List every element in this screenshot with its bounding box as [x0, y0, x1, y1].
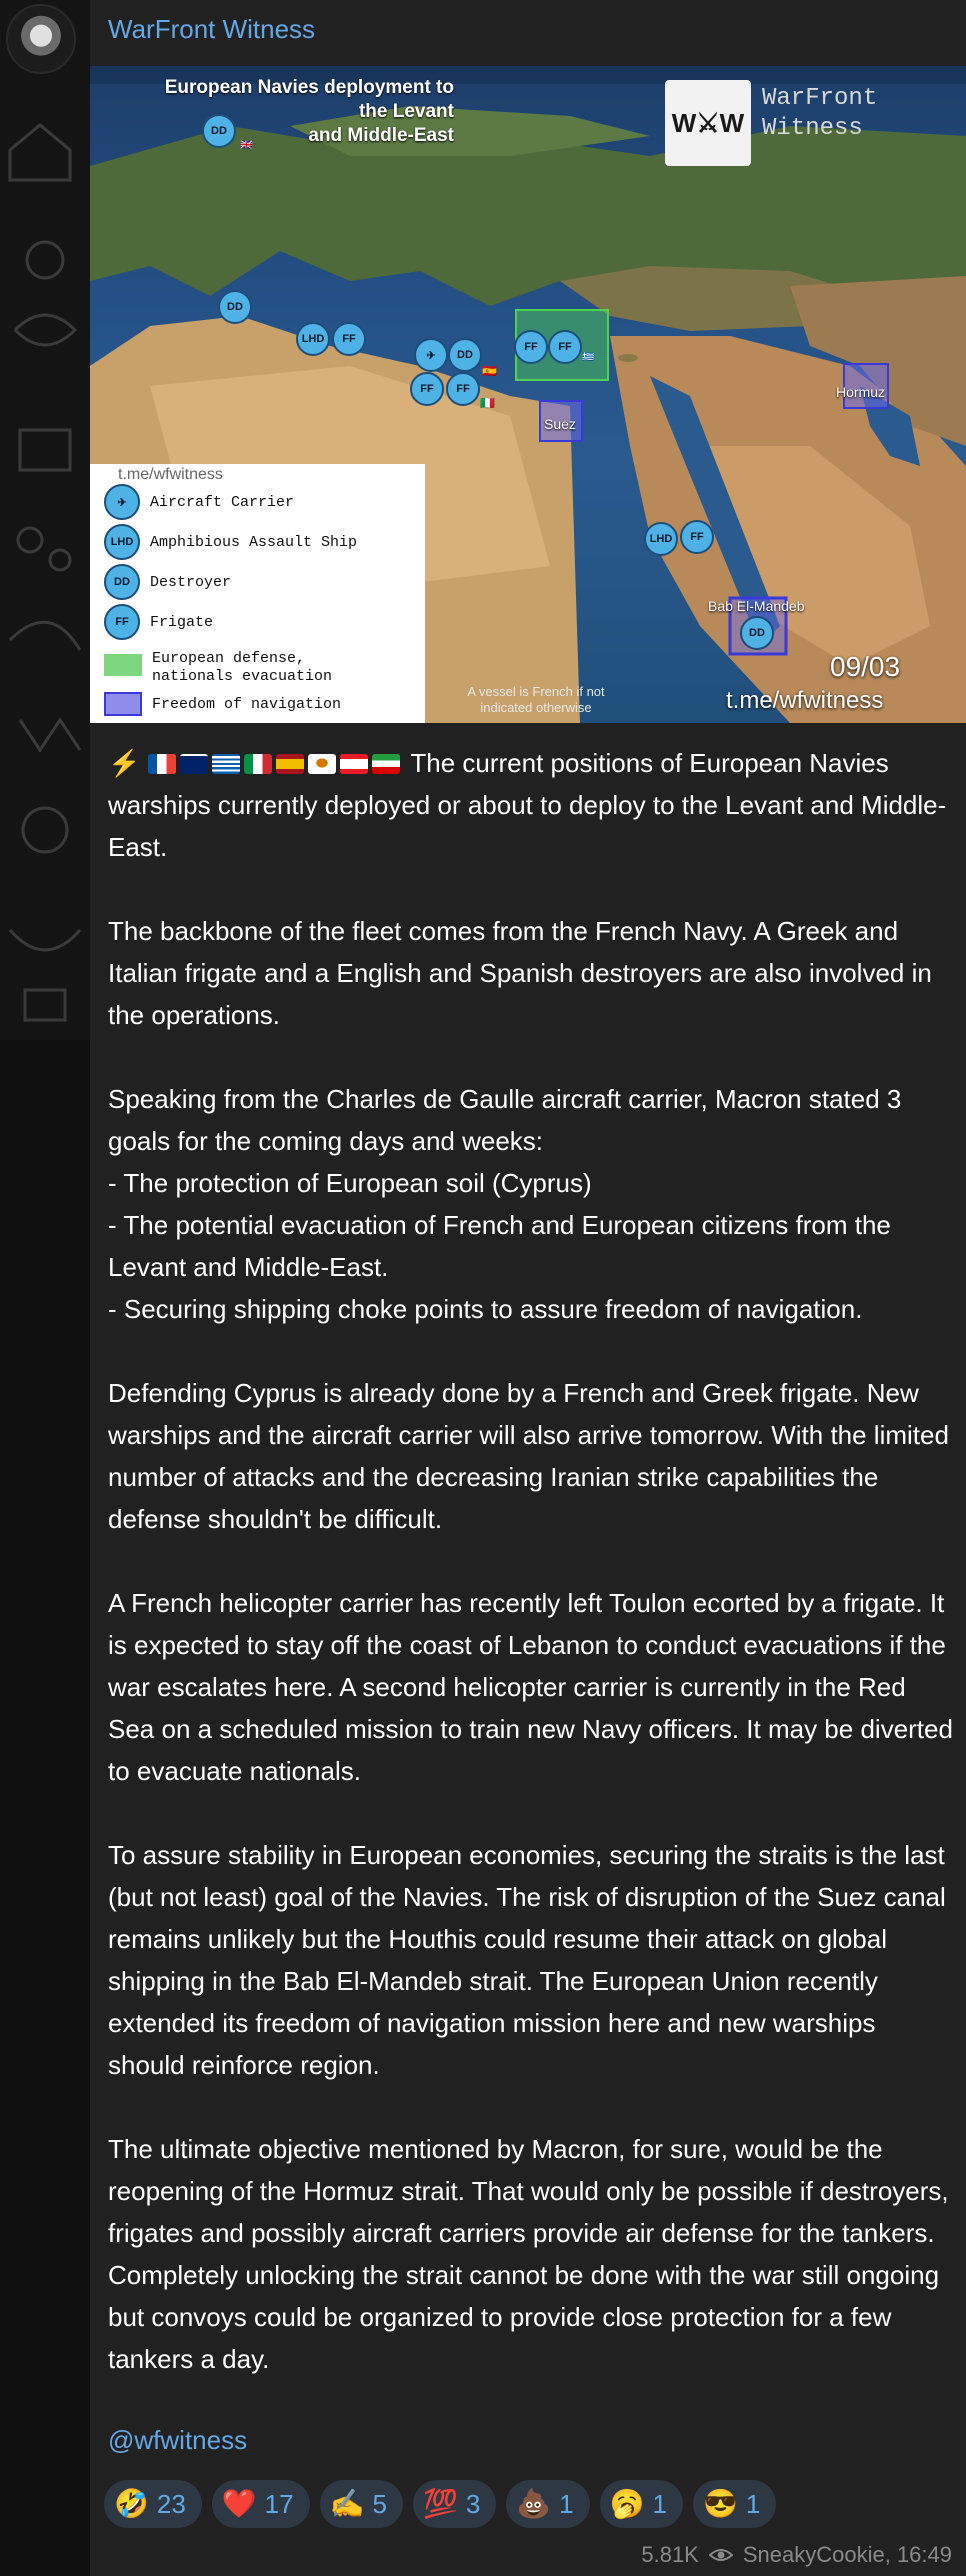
badge-destroyer-bab[interactable]: DD [740, 616, 774, 650]
label-bab-el-mandeb: Bab El-Mandeb [708, 598, 805, 614]
legend-ff-icon: FF [104, 604, 140, 640]
post-paragraph-4: Defending Cyprus is already done by a French and Greek frigate. New warships and the aircraft carrier will also arrive tomorrow. With the limited number of attacks and the decreasing Iranian strike capabilities the defense shouldn't be difficult. [108, 1378, 957, 1534]
spain-flag-icon [276, 754, 304, 774]
lebanon-flag-icon [340, 754, 368, 774]
legend-aircraft-carrier [104, 484, 294, 520]
badge-frigate-cyprus-2[interactable]: FF [548, 330, 582, 364]
post-paragraph-5: A French helicopter carrier has recently left Toulon ecorted by a frigate. It is expected to stay off the coast of Lebanon to conduct evacuations if the war escalates here. A second helicopter carrier is currently in the Red Sea on a scheduled mission to train new Navy officers. It may be diverted to evacuate nationals. [108, 1588, 961, 1786]
post-paragraph-7: The ultimate objective mentioned by Macron, for sure, would be the reopening of the Hormuz strait. That would only be possible if destroyers, frigates and possibly aircraft carriers provide air defense for the tankers. Completely unlocking the strait cannot be done with the war still ongoing but convoys could be organized to provide close protection for a few tankers a day. [108, 2134, 956, 2374]
legend-label: Aircraft Carrier [150, 493, 295, 511]
badge-lhd-red-sea[interactable]: LHD [644, 522, 678, 556]
reaction-yawn[interactable] [600, 2480, 683, 2528]
badge-destroyer-uk[interactable]: DD [202, 114, 236, 148]
map-title [154, 76, 454, 148]
map-legend [90, 464, 425, 723]
legend-label: Freedom of navigation [152, 695, 342, 713]
legend-label: Destroyer [150, 573, 232, 591]
legend-label: European defense, [152, 650, 306, 667]
greece-flag-icon: 🇬🇷 [582, 352, 595, 363]
message-bubble [90, 0, 966, 2576]
label-hormuz: Hormuz [836, 384, 886, 400]
legend-label: nationals evacuation [152, 668, 333, 685]
watermark-text [762, 84, 877, 144]
watermark-line2: Witness [762, 115, 863, 142]
uk-flag-icon [180, 754, 208, 774]
author-and-time: SneakyCookie, 16:49 [742, 2542, 952, 2567]
legend-navigation [104, 692, 341, 716]
watermark-logo: W⚔W [665, 80, 751, 166]
reaction-count: 3 [465, 2488, 481, 2519]
reaction-hundred[interactable] [413, 2480, 496, 2528]
badge-destroyer-central[interactable]: DD [448, 338, 482, 372]
channel-handle-link[interactable]: @wfwitness [108, 2425, 248, 2455]
message-meta [641, 2542, 952, 2568]
reaction-writing-hand[interactable] [320, 2480, 403, 2528]
reaction-count: 17 [264, 2488, 294, 2519]
reaction-cool[interactable] [693, 2480, 776, 2528]
reaction-count: 1 [652, 2488, 667, 2519]
badge-lhd-med[interactable]: LHD [296, 322, 330, 356]
post-text [108, 742, 961, 2380]
post-paragraph-1: The current positions of European Navies warships currently deployed or about to deploy to the Levant and Middle-East. [108, 748, 947, 862]
lightning-icon: ⚡ [108, 748, 141, 778]
badge-aircraft-carrier[interactable]: ✈ [414, 338, 448, 372]
reaction-rofl[interactable] [104, 2480, 202, 2528]
wallpaper-doodles [0, 0, 90, 1040]
reaction-count: 1 [745, 2488, 761, 2519]
badge-frigate-red-sea[interactable]: FF [680, 520, 714, 554]
badge-frigate-cyprus-1[interactable]: FF [514, 330, 548, 364]
reaction-heart[interactable] [212, 2480, 310, 2528]
legend-defense-swatch [104, 654, 142, 676]
map-title-line1: European Navies deployment to the Levant [164, 77, 454, 122]
map-note-line1: A vessel is French if not [467, 684, 605, 699]
legend-defense [104, 650, 332, 686]
yawn-icon: 🥱 [609, 2488, 645, 2519]
iran-flag-icon [372, 754, 400, 774]
eye-icon [709, 2547, 733, 2563]
greece-flag-icon [212, 754, 240, 774]
legend-dd-icon: DD [104, 564, 140, 600]
reaction-count: 1 [559, 2488, 574, 2519]
rofl-icon: 🤣 [114, 2488, 149, 2519]
cyprus-flag-icon [308, 754, 336, 774]
view-count: 5.81K [641, 2542, 699, 2567]
map-title-line2: and Middle-East [308, 125, 454, 146]
italy-flag-icon [244, 754, 272, 774]
legend-frigate [104, 604, 213, 640]
italy-flag-icon: 🇮🇹 [480, 396, 495, 410]
poop-icon: 💩 [516, 2488, 552, 2519]
channel-name[interactable]: WarFront Witness [108, 14, 316, 44]
legend-amphibious [104, 524, 357, 560]
map-link: t.me/wfwitness [726, 687, 884, 714]
watermark-line1: WarFront [762, 85, 878, 112]
label-suez: Suez [544, 416, 576, 432]
legend-label: Amphibious Assault Ship [150, 533, 358, 551]
legend-link: t.me/wfwitness [118, 466, 223, 483]
badge-frigate-central-2[interactable]: FF [446, 372, 480, 406]
legend-label: Frigate [150, 613, 214, 631]
writing-hand-icon: ✍️ [329, 2488, 365, 2519]
reaction-count: 23 [156, 2488, 186, 2519]
reactions-bar [104, 2480, 776, 2528]
spain-flag-icon: 🇪🇸 [482, 364, 497, 378]
legend-carrier-icon: ✈ [104, 484, 140, 520]
badge-frigate-med[interactable]: FF [332, 322, 366, 356]
legend-destroyer [104, 564, 231, 600]
map-note [436, 684, 636, 716]
map-image[interactable] [90, 66, 966, 723]
uk-flag-icon: 🇬🇧 [240, 140, 253, 151]
france-flag-icon [148, 754, 176, 774]
badge-destroyer-west[interactable]: DD [218, 290, 252, 324]
heart-icon: ❤️ [221, 2488, 257, 2519]
map-note-line2: indicated otherwise [480, 700, 592, 715]
hundred-icon: 💯 [422, 2488, 458, 2519]
chat-wallpaper-strip [0, 0, 90, 1040]
sunglasses-icon: 😎 [702, 2488, 738, 2519]
legend-navigation-swatch [104, 692, 142, 716]
post-paragraph-6: To assure stability in European economies, securing the straits is the last (but not least) goal of the Navies. The risk of disruption of the Suez canal remains unlikely but the Houthis could resume their attack on global shipping in the Bab El-Mandeb strait. The European Union recently extended its freedom of navigation mission here and new warships should reinforce region. [108, 1840, 953, 2080]
map-date: 09/03 [830, 651, 901, 682]
reaction-count: 5 [372, 2488, 387, 2519]
channel-avatar[interactable] [6, 4, 76, 74]
reaction-poop[interactable] [506, 2480, 589, 2528]
badge-frigate-central-1[interactable]: FF [410, 372, 444, 406]
legend-lhd-icon: LHD [104, 524, 140, 560]
post-paragraph-3: Speaking from the Charles de Gaulle aircraft carrier, Macron stated 3 goals for the coming days and weeks: - The protection of European soil (Cyprus) - The potential evacuation of French and European citizens from the Levant and Middle-East. - Securing shipping choke points to assure freedom of navigation. [108, 1084, 902, 1324]
post-paragraph-2: The backbone of the fleet comes from the French Navy. A Greek and Italian frigate and a English and Spanish destroyers are also involved in the operations. [108, 916, 940, 1030]
